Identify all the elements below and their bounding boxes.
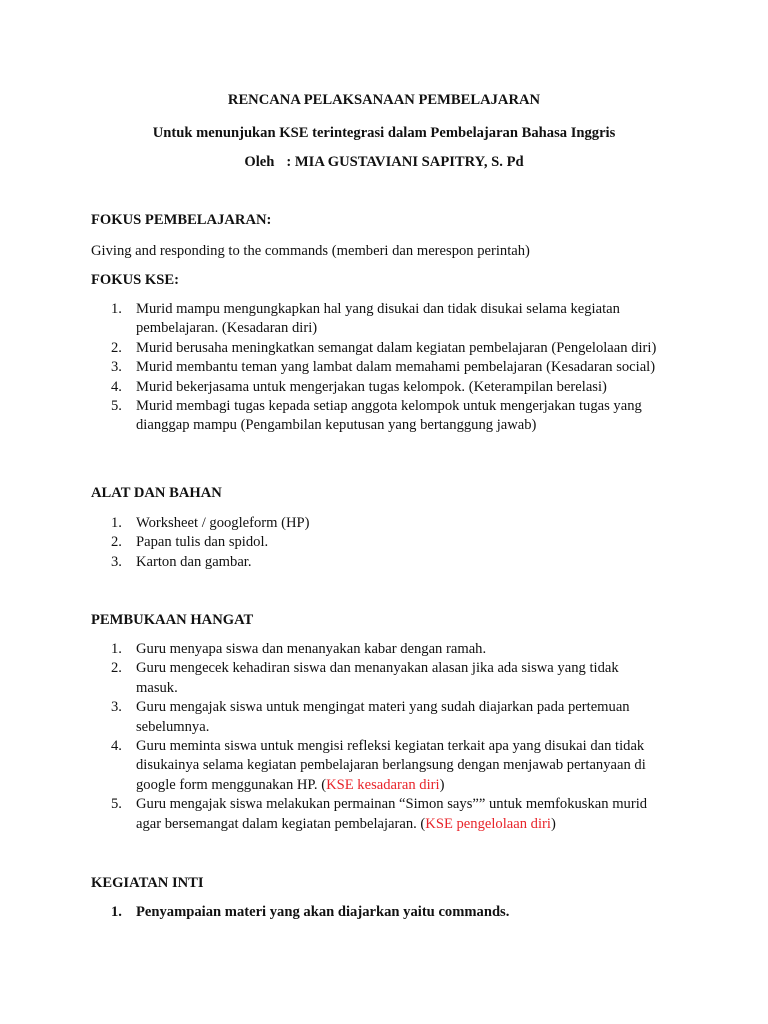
list-number: 5. bbox=[111, 398, 122, 415]
alat-dan-bahan-list bbox=[91, 514, 677, 572]
list-number: 1. bbox=[111, 641, 122, 657]
fokus-pembelajaran-heading: FOKUS PEMBELAJARAN: bbox=[91, 212, 272, 228]
list-item-text: Guru meminta siswa untuk mengisi refleksi kegiatan terkait apa yang disukai dan tidak bbox=[136, 738, 645, 755]
list-item-text: Murid membantu teman yang lambat dalam memahami pembelajaran (Kesadaran social) bbox=[136, 359, 656, 376]
list-number: 1. bbox=[111, 515, 122, 531]
list-number: 3. bbox=[111, 553, 122, 570]
list-item-text: Murid berusaha meningkatkan semangat dalam kegiatan pembelajaran (Pengelolaan diri) bbox=[136, 339, 657, 356]
list-item bbox=[91, 300, 677, 339]
document-author bbox=[91, 153, 677, 172]
list-item bbox=[91, 533, 677, 552]
list-item bbox=[91, 737, 677, 795]
list-item-text: Guru menyapa siswa dan menanyakan kabar dengan ramah. bbox=[136, 641, 487, 657]
list-item-text bbox=[136, 776, 677, 795]
list-number: 4. bbox=[111, 738, 122, 755]
list-number: 2. bbox=[111, 534, 122, 551]
list-item-text: Guru mengecek kehadiran siswa dan menanyakan alasan jika ada siswa yang tidak bbox=[136, 660, 619, 677]
list-item-text: Karton dan gambar. bbox=[136, 553, 252, 570]
alat-dan-bahan-heading: ALAT DAN BAHAN bbox=[91, 485, 222, 501]
list-number: 2. bbox=[111, 660, 122, 677]
list-item-text: Papan tulis dan spidol. bbox=[136, 534, 269, 551]
list-item bbox=[91, 514, 677, 533]
list-item-text: Murid mampu mengungkapkan hal yang disukai dan tidak disukai selama kegiatan bbox=[136, 301, 620, 317]
list-item-text: Murid membagi tugas kepada setiap anggota kelompok untuk mengerjakan tugas yang bbox=[136, 398, 642, 415]
kegiatan-inti-heading: KEGIATAN INTI bbox=[91, 875, 204, 891]
list-item-text-part: google form menggunakan HP. ( bbox=[136, 776, 327, 793]
list-item-text: masuk. bbox=[136, 679, 178, 696]
list-item bbox=[91, 640, 677, 659]
list-number: 3. bbox=[111, 699, 122, 716]
list-item-text bbox=[136, 815, 677, 834]
fokus-pembelajaran-text: Giving and responding to the commands (memberi dan merespon perintah) bbox=[91, 243, 530, 259]
kse-tag: KSE pengelolaan diri bbox=[425, 815, 551, 832]
list-item bbox=[91, 339, 677, 358]
list-item-text-part: agar bersemangat dalam kegiatan pembelajaran. ( bbox=[136, 815, 426, 832]
list-number: 1. bbox=[111, 301, 122, 317]
fokus-kse-list bbox=[91, 300, 677, 436]
list-number: 3. bbox=[111, 359, 122, 376]
list-item bbox=[91, 795, 677, 834]
list-item bbox=[91, 378, 677, 397]
fokus-kse-heading: FOKUS KSE: bbox=[91, 272, 179, 288]
list-item bbox=[91, 659, 677, 698]
list-number: 4. bbox=[111, 378, 122, 395]
kse-tag: KSE kesadaran diri bbox=[326, 776, 440, 793]
list-item-text: Murid bekerjasama untuk mengerjakan tugas kelompok. (Keterampilan berelasi) bbox=[136, 378, 607, 395]
list-item-text: Guru mengajak siswa untuk mengingat materi yang sudah diajarkan pada pertemuan bbox=[136, 699, 630, 716]
list-item-text: pembelajaran. (Kesadaran diri) bbox=[136, 320, 318, 337]
list-number: 1. bbox=[111, 904, 122, 920]
list-item bbox=[91, 397, 677, 436]
list-item bbox=[91, 553, 677, 572]
author-name: : MIA GUSTAVIANI SAPITRY, S. Pd bbox=[286, 154, 524, 170]
author-label: Oleh bbox=[244, 154, 275, 170]
list-item-text: Penyampaian materi yang akan diajarkan yaitu commands. bbox=[136, 904, 510, 920]
list-item bbox=[91, 358, 677, 377]
list-item bbox=[91, 698, 677, 737]
document-subtitle: Untuk menunjukan KSE terintegrasi dalam Pembelajaran Bahasa Inggris bbox=[152, 125, 616, 141]
list-item-text: Worksheet / googleform (HP) bbox=[136, 515, 310, 531]
list-item-text: Guru mengajak siswa melakukan permainan “Simon says”” untuk memfokuskan murid bbox=[136, 796, 648, 813]
list-item-text-part: ) bbox=[439, 776, 445, 793]
pembukaan-hangat-list bbox=[91, 640, 677, 834]
list-item-text: dianggap mampu (Pengambilan keputusan yang bertanggung jawab) bbox=[136, 417, 537, 434]
kegiatan-inti-list bbox=[91, 903, 677, 922]
list-number: 2. bbox=[111, 339, 122, 356]
document-title: RENCANA PELAKSANAAN PEMBELAJARAN bbox=[227, 92, 541, 108]
list-item-text-part: ) bbox=[550, 815, 556, 832]
list-item bbox=[91, 903, 677, 922]
pembukaan-hangat-heading: PEMBUKAAN HANGAT bbox=[91, 612, 254, 628]
list-item-text: sebelumnya. bbox=[136, 718, 210, 735]
document-page bbox=[91, 0, 677, 1024]
list-number: 5. bbox=[111, 796, 122, 813]
list-item-text: disukainya selama kegiatan pembelajaran berlangsung dengan menjawab pertanyaan di bbox=[136, 757, 646, 774]
